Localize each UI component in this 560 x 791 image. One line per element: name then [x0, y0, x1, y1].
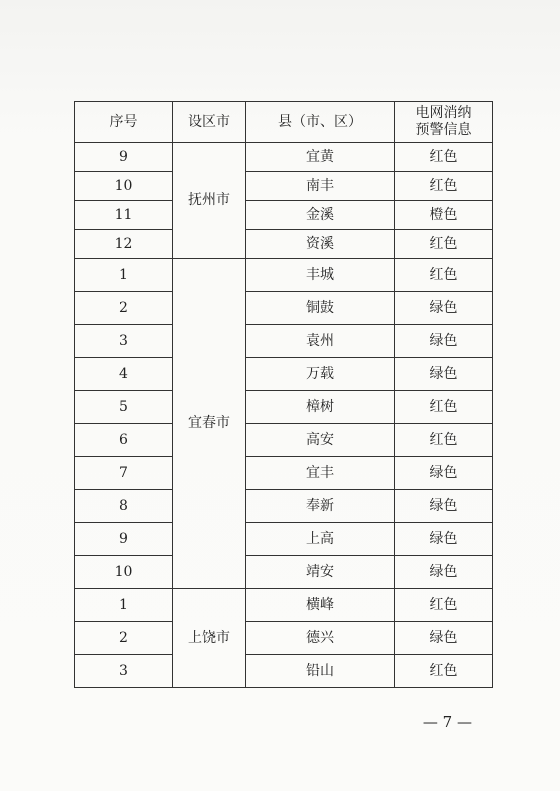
- county-cell: 铜鼓: [246, 292, 395, 325]
- table-row: [75, 172, 493, 201]
- warning-cell: 绿色: [395, 490, 493, 523]
- county-cell: 上高: [246, 523, 395, 556]
- table-row: [75, 201, 493, 230]
- county-cell: 袁州: [246, 325, 395, 358]
- table-row: [75, 490, 493, 523]
- table-row: [75, 325, 493, 358]
- row-number: 6: [75, 424, 173, 457]
- table-row: [75, 292, 493, 325]
- table-row: [75, 457, 493, 490]
- table-row: [75, 589, 493, 622]
- table-row: [75, 622, 493, 655]
- row-number: 9: [75, 143, 173, 172]
- row-number: 3: [75, 655, 173, 688]
- row-number: 8: [75, 490, 173, 523]
- county-cell: 高安: [246, 424, 395, 457]
- row-number: 9: [75, 523, 173, 556]
- row-number: 3: [75, 325, 173, 358]
- row-number: 11: [75, 201, 173, 230]
- page-number-text: — 7 —: [422, 713, 472, 731]
- warning-cell: 红色: [395, 655, 493, 688]
- county-cell: 靖安: [246, 556, 395, 589]
- warning-cell: 绿色: [395, 622, 493, 655]
- header-warning-line2: 预警信息: [415, 122, 472, 138]
- row-number: 4: [75, 358, 173, 391]
- table-row: [75, 391, 493, 424]
- county-cell: 奉新: [246, 490, 395, 523]
- row-number: 10: [75, 172, 173, 201]
- header-warning-line1: 电网消纳: [415, 105, 472, 121]
- city-cell: 上饶市: [173, 589, 246, 688]
- warning-cell: 绿色: [395, 325, 493, 358]
- county-cell: 宜丰: [246, 457, 395, 490]
- table-row: [75, 556, 493, 589]
- county-cell: 宜黄: [246, 143, 395, 172]
- row-number: 2: [75, 292, 173, 325]
- warning-cell: 绿色: [395, 556, 493, 589]
- table-header-row: [75, 102, 493, 143]
- county-cell: 资溪: [246, 230, 395, 259]
- warning-cell: 红色: [395, 143, 493, 172]
- grid-warning-table: [74, 101, 493, 688]
- header-no: 序号: [75, 102, 173, 143]
- county-cell: 铅山: [246, 655, 395, 688]
- warning-cell: 绿色: [395, 523, 493, 556]
- warning-cell: 红色: [395, 172, 493, 201]
- row-number: 1: [75, 589, 173, 622]
- table-row: [75, 358, 493, 391]
- table-row: [75, 655, 493, 688]
- county-cell: 南丰: [246, 172, 395, 201]
- header-city: 设区市: [173, 102, 246, 143]
- row-number: 10: [75, 556, 173, 589]
- warning-cell: 红色: [395, 391, 493, 424]
- warning-cell: 红色: [395, 259, 493, 292]
- row-number: 5: [75, 391, 173, 424]
- table-row: [75, 230, 493, 259]
- city-cell: 宜春市: [173, 259, 246, 589]
- table-row: [75, 143, 493, 172]
- warning-cell: 红色: [395, 230, 493, 259]
- table-row: [75, 523, 493, 556]
- page-number: [0, 713, 560, 731]
- county-cell: 横峰: [246, 589, 395, 622]
- warning-cell: 绿色: [395, 457, 493, 490]
- header-county: 县（市、区）: [246, 102, 395, 143]
- table-row: [75, 259, 493, 292]
- header-warning: [395, 102, 493, 143]
- row-number: 7: [75, 457, 173, 490]
- row-number: 1: [75, 259, 173, 292]
- county-cell: 樟树: [246, 391, 395, 424]
- table-row: [75, 424, 493, 457]
- warning-cell: 红色: [395, 589, 493, 622]
- warning-cell: 绿色: [395, 292, 493, 325]
- county-cell: 万载: [246, 358, 395, 391]
- row-number: 2: [75, 622, 173, 655]
- row-number: 12: [75, 230, 173, 259]
- county-cell: 金溪: [246, 201, 395, 230]
- city-cell: 抚州市: [173, 143, 246, 259]
- county-cell: 德兴: [246, 622, 395, 655]
- warning-cell: 绿色: [395, 358, 493, 391]
- warning-cell: 红色: [395, 424, 493, 457]
- warning-cell: 橙色: [395, 201, 493, 230]
- county-cell: 丰城: [246, 259, 395, 292]
